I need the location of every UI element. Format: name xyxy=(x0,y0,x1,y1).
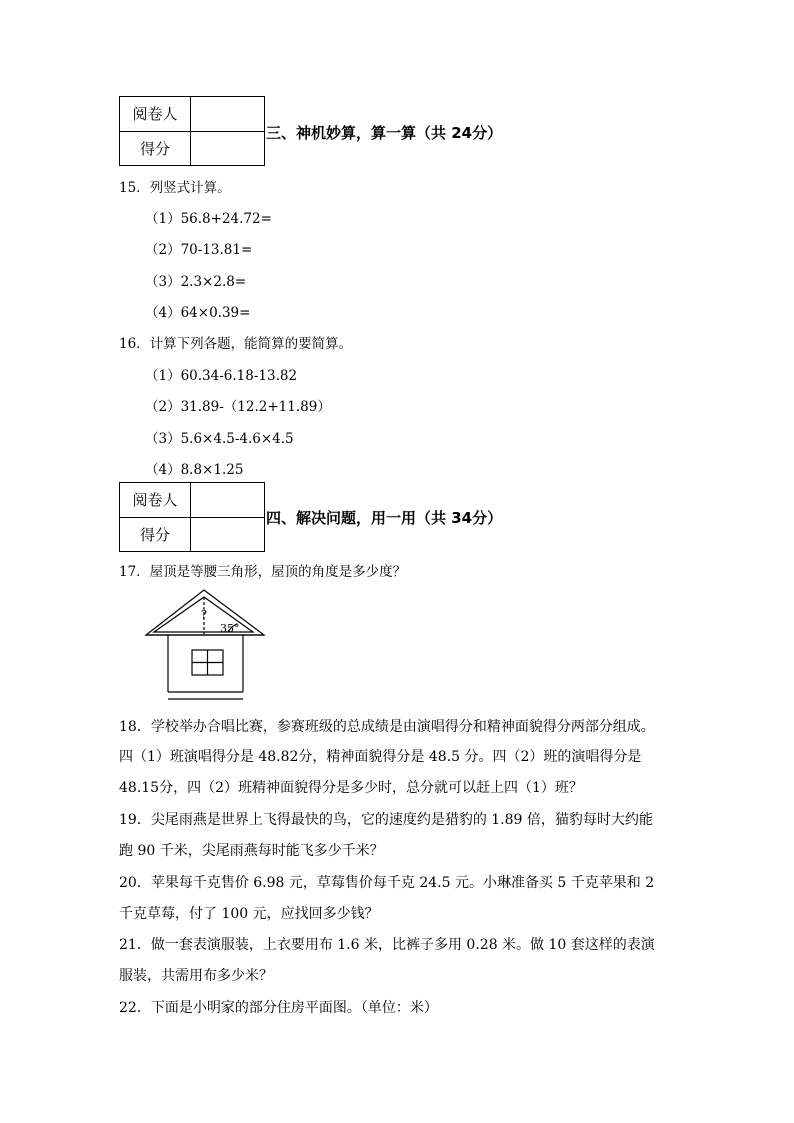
question-stem: 17．屋顶是等腰三角形，屋顶的角度是多少度？ xyxy=(119,564,407,580)
paragraph-line: 四（1）班演唱得分是 48.82分，精神面貌得分是 48.5 分。四（2）班的演唱得分是 xyxy=(119,749,642,765)
paragraph-line: 服装，共需用布多少米？ xyxy=(119,968,273,984)
paragraph-line: 千克草莓，付了 100 元，应找回多少钱？ xyxy=(119,906,379,922)
paragraph-line: 48.15分，四（2）班精神面貌得分是多少时，总分就可以赶上四（1）班？ xyxy=(119,780,583,796)
sub-item: （2）31.89-（12.2+11.89） xyxy=(145,399,331,415)
house-figure xyxy=(140,588,270,704)
question-stem: 16．计算下列各题，能简算的要简算。 xyxy=(119,336,353,352)
score-box xyxy=(119,96,265,166)
sub-item: （3）5.6×4.5-4.6×4.5 xyxy=(145,431,294,447)
paragraph-line: 跑 90 千米，尖尾雨燕每时能飞多少千米？ xyxy=(119,843,384,859)
section-title: 四、解决问题，用一用（共 34分） xyxy=(266,509,503,527)
paragraph-line: 21．做一套表演服装，上衣要用布 1.6 米，比裤子多用 0.28 米。做 10 套这样的表演 xyxy=(119,937,655,953)
sub-item: （1）60.34-6.18-13.82 xyxy=(145,368,298,384)
paragraph-line: 20．苹果每千克售价 6.98 元，草莓售价每千克 24.5 元。小琳准备买 5 千克苹果和 2 xyxy=(119,875,655,891)
score-label: 得分 xyxy=(120,518,191,552)
paragraph-line: 18．学校举办合唱比赛，参赛班级的总成绩是由演唱得分和精神面貌得分两部分组成。 xyxy=(119,719,655,735)
sub-item: （3）2.3×2.8= xyxy=(145,274,247,290)
paragraph-line: 19．尖尾雨燕是世界上飞得最快的鸟，它的速度约是猎豹的 1.89 倍，猫豹每时大约能 xyxy=(119,812,653,828)
question-stem: 15．列竖式计算。 xyxy=(119,180,231,196)
score-label: 得分 xyxy=(120,132,191,166)
angle-question-mark: ? xyxy=(201,608,207,621)
sub-item: （1）56.8+24.72= xyxy=(145,211,272,227)
reviewer-label: 阅卷人 xyxy=(120,483,191,517)
section-title: 三、神机妙算，算一算（共 24分） xyxy=(266,124,503,142)
reviewer-label: 阅卷人 xyxy=(120,97,191,131)
sub-item: （2）70-13.81= xyxy=(145,242,253,258)
sub-item: （4）8.8×1.25 xyxy=(145,462,244,478)
sub-item: （4）64×0.39= xyxy=(145,305,251,321)
angle-label: 35° xyxy=(220,622,240,635)
paragraph-line: 22．下面是小明家的部分住房平面图。（单位：米） xyxy=(119,1000,438,1016)
score-box xyxy=(119,482,265,552)
